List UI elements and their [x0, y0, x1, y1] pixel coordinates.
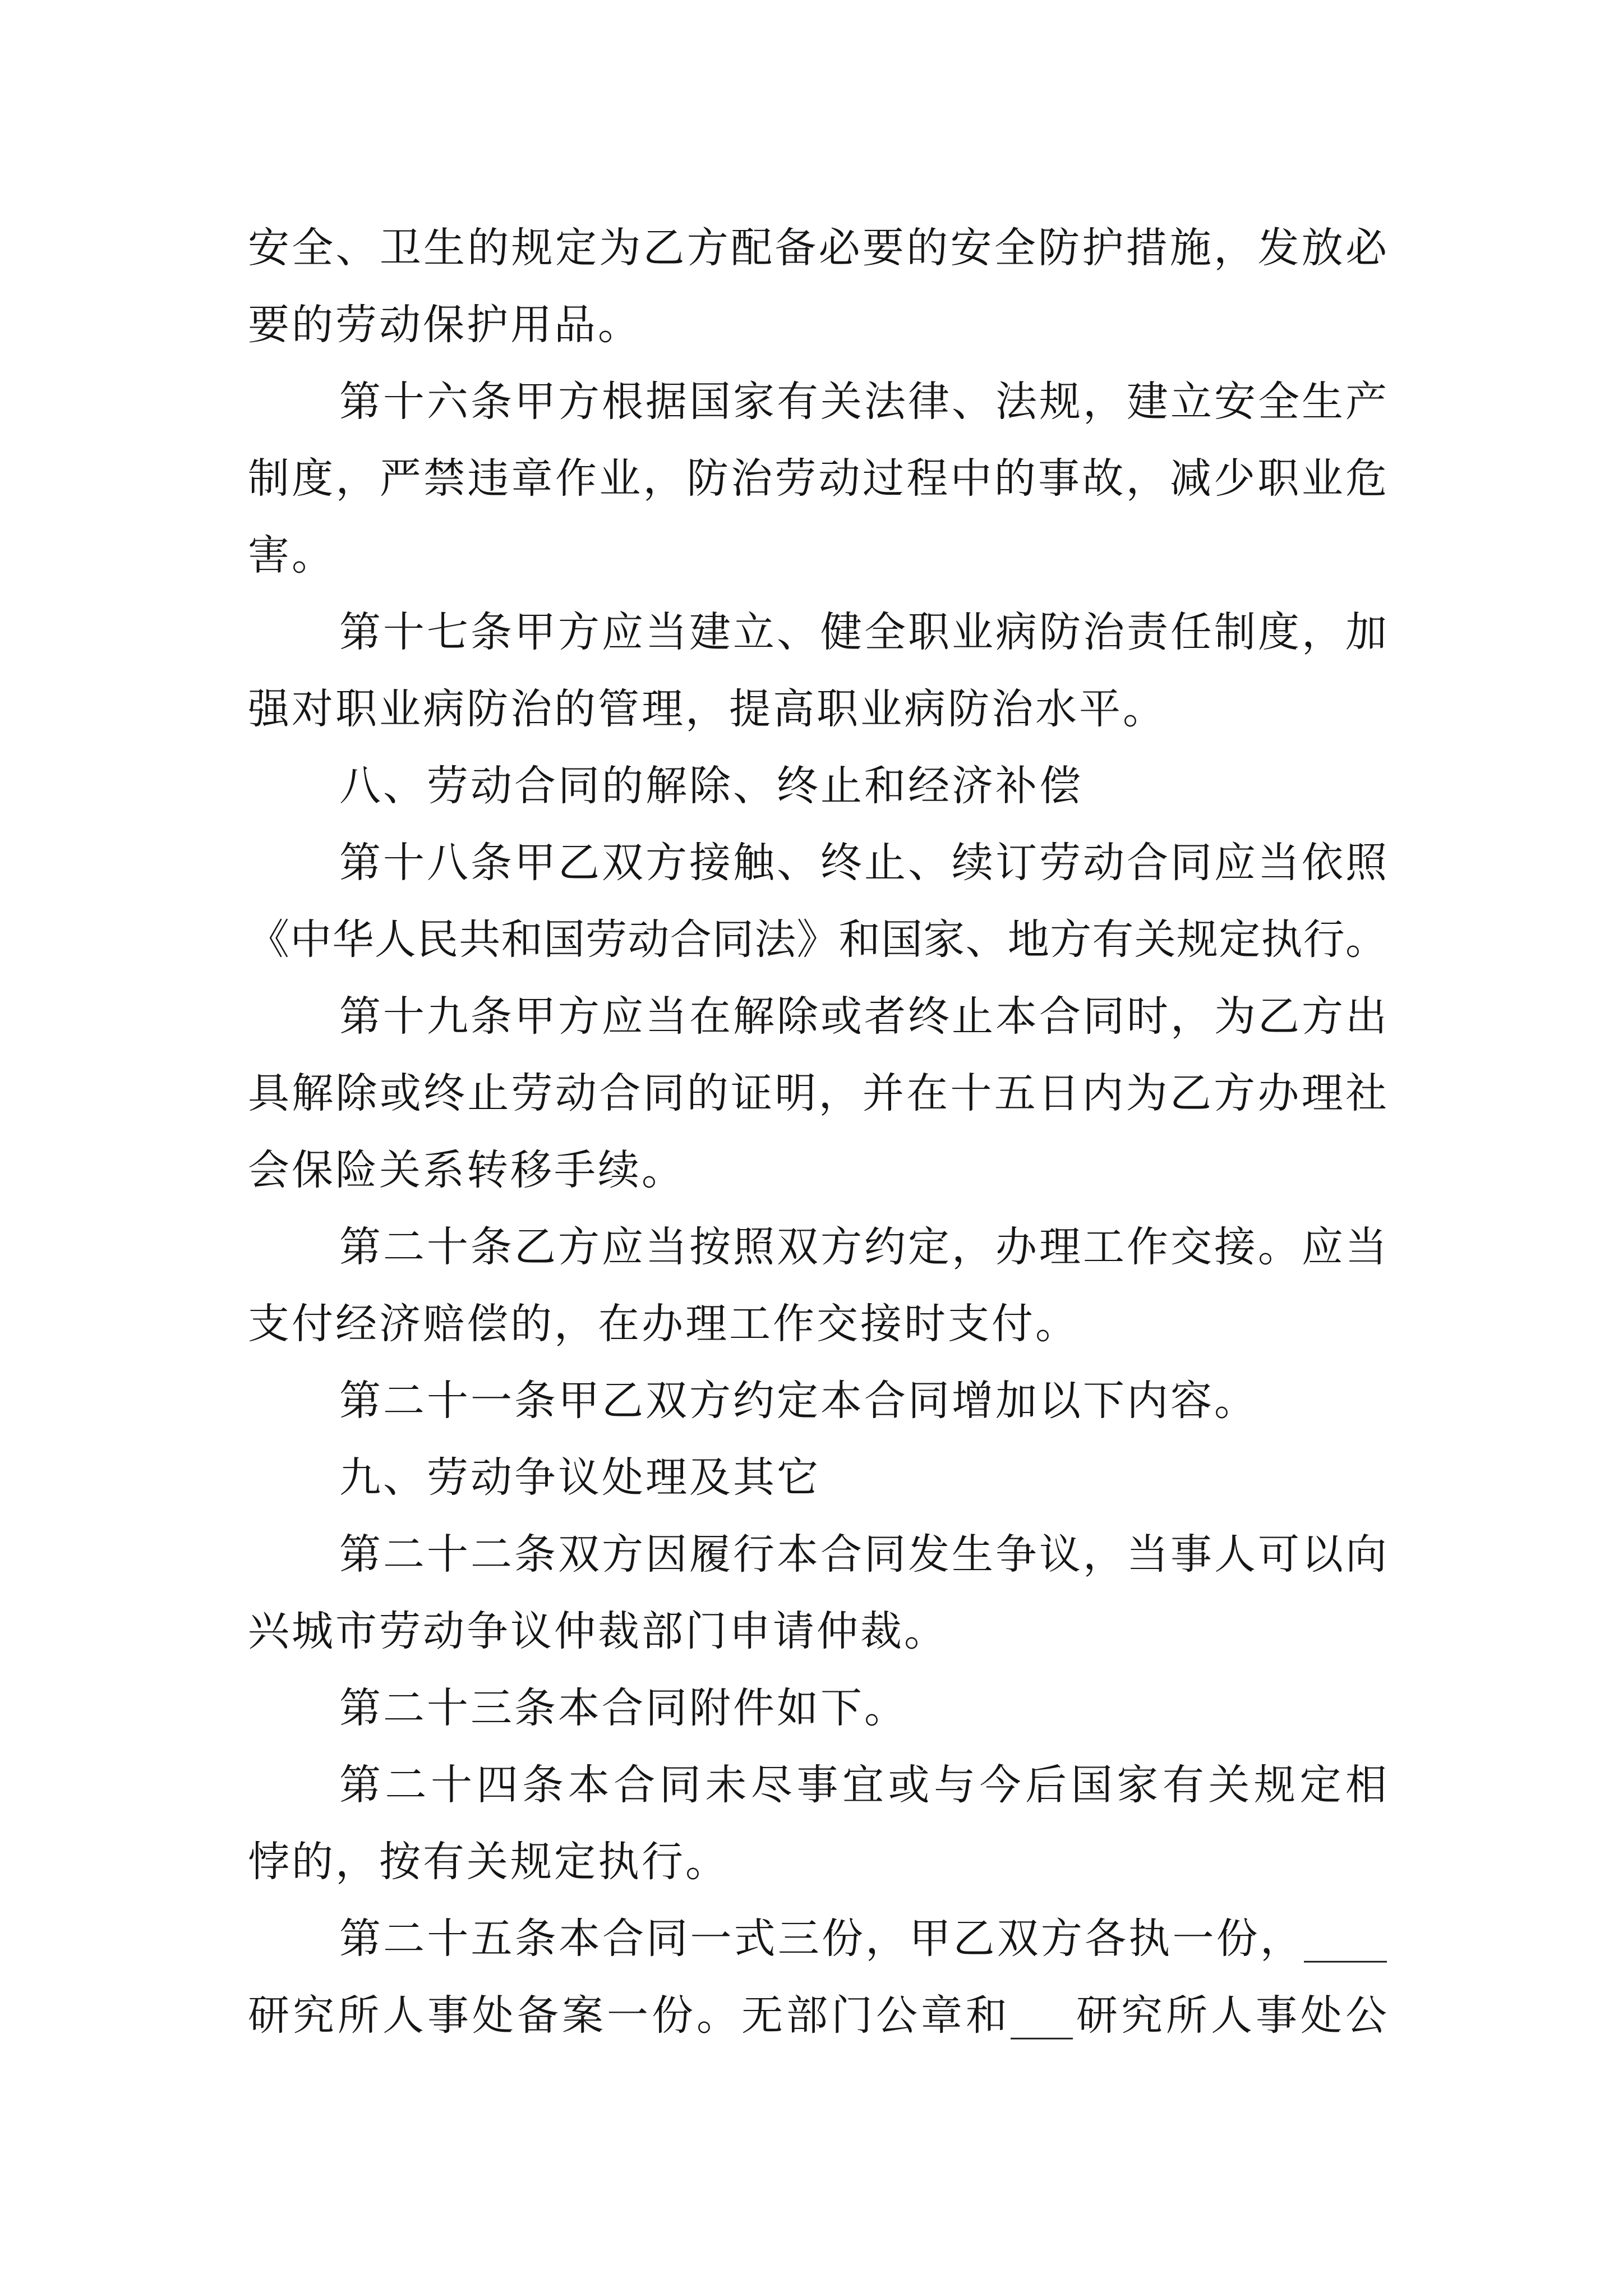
- paragraph: [248, 1363, 1387, 1439]
- text-line: 第二十一条甲乙双方约定本合同增加以下内容。: [339, 1377, 1258, 1425]
- paragraph: [248, 1209, 1387, 1363]
- text-line: 第十八条甲乙双方接触、终止、续订劳动合同应当依照: [339, 839, 1387, 887]
- paragraph: [248, 364, 1387, 594]
- paragraph: [248, 1901, 1387, 2054]
- text-line: 《中华人民共和国劳动合同法》和国家、地方有关规定执行。: [248, 915, 1387, 964]
- text-line: 会保险关系转移手续。: [248, 1146, 685, 1194]
- paragraph: [248, 825, 1387, 978]
- text-line: 第十六条甲方根据国家有关法律、法规，建立安全生产: [339, 378, 1387, 426]
- section-heading-text: 九、劳动争议处理及其它: [339, 1453, 820, 1502]
- section-heading: [248, 748, 1387, 825]
- text-line: 第二十三条本合同附件如下。: [339, 1684, 908, 1732]
- section-heading: [248, 1439, 1387, 1516]
- paragraph: [248, 1747, 1387, 1901]
- text-line: 第十七条甲方应当建立、健全职业病防治责任制度，加: [339, 608, 1387, 656]
- text-line: 第十九条甲方应当在解除或者终止本合同时，为乙方出: [339, 992, 1387, 1041]
- paragraph: [248, 594, 1387, 748]
- text-line: 支付经济赔偿的，在办理工作交接时支付。: [248, 1300, 1079, 1348]
- paragraph: [248, 210, 1387, 364]
- text-line: 制度，严禁违章作业，防治劳动过程中的事故，减少职业危: [248, 454, 1387, 503]
- text-line: 要的劳动保护用品。: [248, 301, 642, 349]
- text-line: 第二十条乙方应当按照双方约定，办理工作交接。应当: [339, 1223, 1387, 1271]
- paragraph: [248, 1670, 1387, 1747]
- text-line: 研究所人事处备案一份。无部门公章和___研究所人事处公: [248, 1991, 1387, 2040]
- section-heading-text: 八、劳动合同的解除、终止和经济补偿: [339, 762, 1083, 810]
- text-line: 害。: [248, 531, 335, 579]
- document-body: [248, 210, 1387, 2054]
- text-line: 第二十二条双方因履行本合同发生争议，当事人可以向: [339, 1530, 1387, 1579]
- text-line: 安全、卫生的规定为乙方配备必要的安全防护措施，发放必: [248, 224, 1387, 272]
- text-line: 悖的，按有关规定执行。: [248, 1838, 729, 1886]
- paragraph: [248, 978, 1387, 1209]
- text-line: 兴城市劳动争议仲裁部门申请仲裁。: [248, 1607, 948, 1655]
- text-line: 第二十四条本合同未尽事宜或与今后国家有关规定相: [339, 1761, 1387, 1809]
- text-line: 具解除或终止劳动合同的证明，并在十五日内为乙方办理社: [248, 1069, 1387, 1117]
- text-line: 强对职业病防治的管理，提高职业病防治水平。: [248, 685, 1166, 733]
- paragraph: [248, 1516, 1387, 1670]
- text-line: 第二十五条本合同一式三份，甲乙双方各执一份，____: [339, 1915, 1387, 1963]
